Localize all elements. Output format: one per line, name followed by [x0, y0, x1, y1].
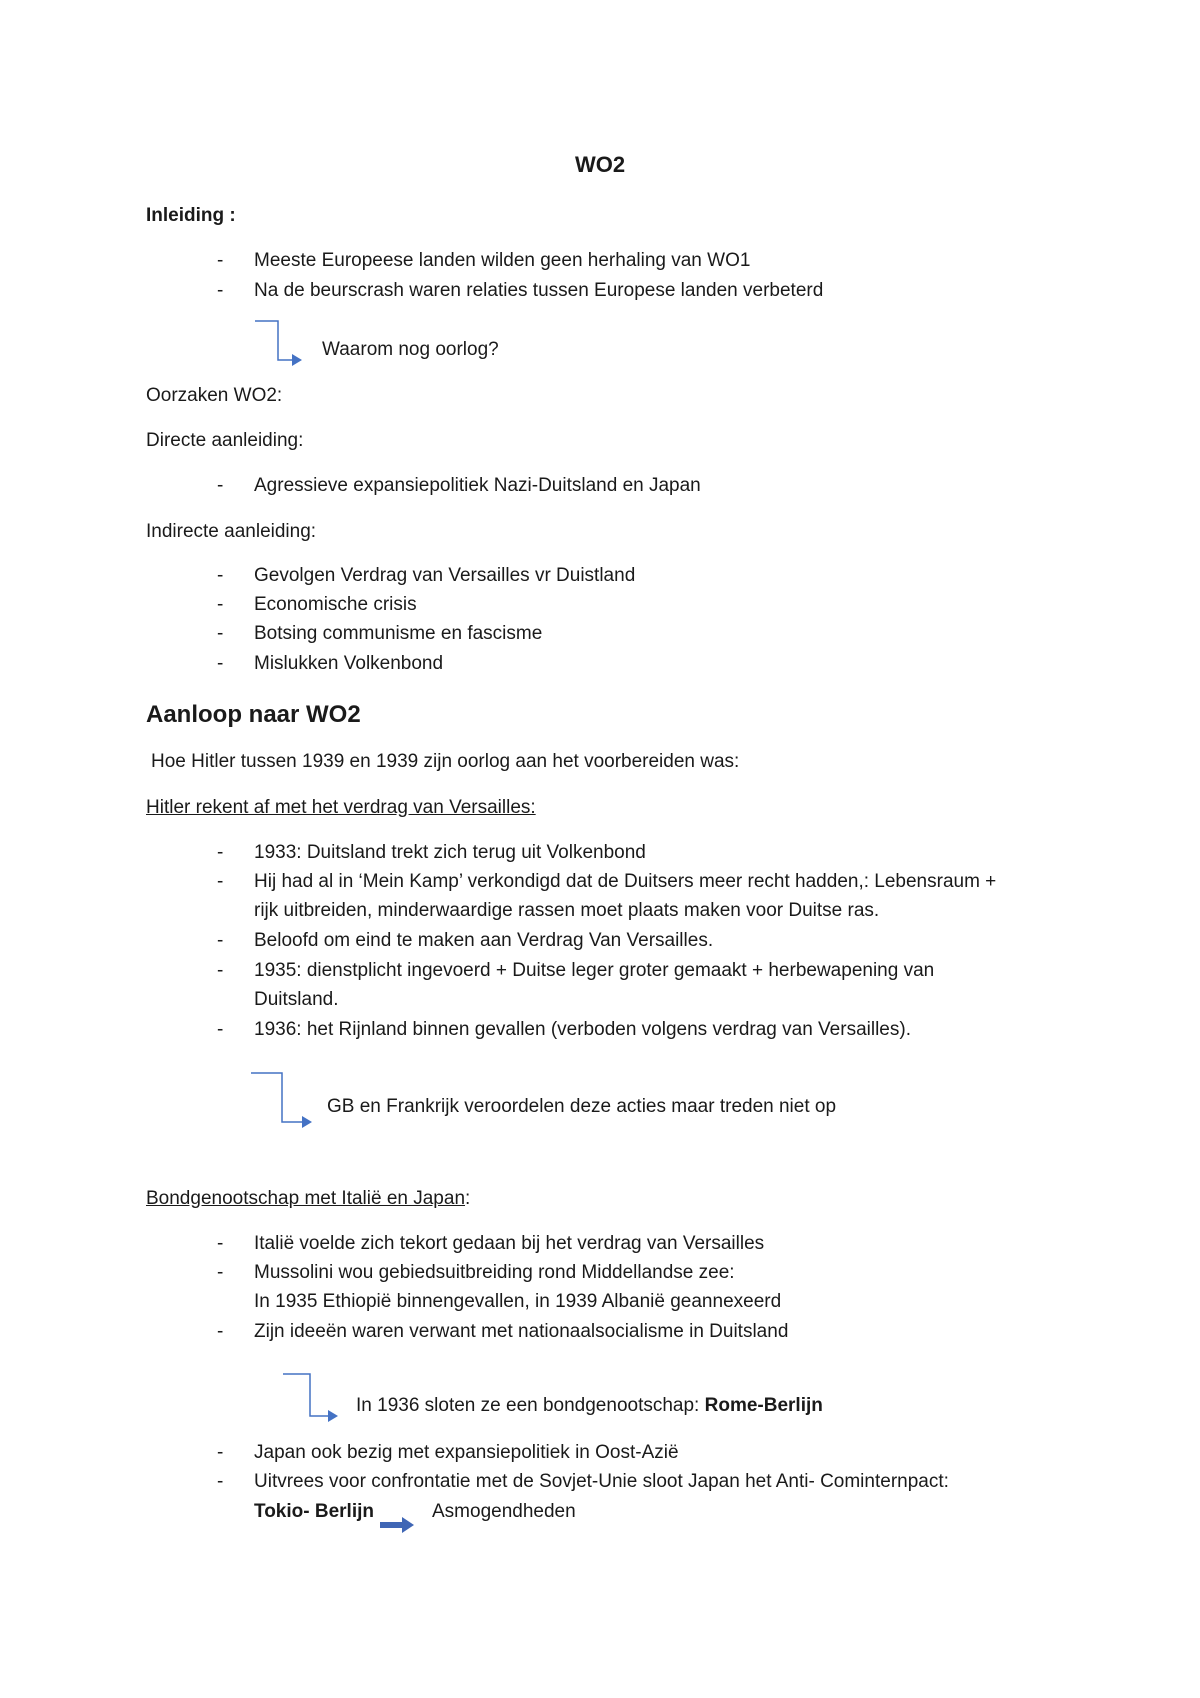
document-title: WO2 [574, 152, 626, 177]
alliance-arrow-note: In 1936 sloten ze een bondgenootschap: Rome-Berlijn [356, 1395, 823, 1416]
right-arrow-icon [380, 1517, 416, 1533]
direct-cause-heading: Directe aanleiding: [146, 430, 304, 451]
document-page: WO2 Inleiding : - Meeste Europeese landen wilden geen herhaling van WO1 - Na de beurscrash waren relaties tussen Europese landen verbeterd Waarom nog oorlog? Oorzaken WO2: Directe aanleiding: - Agressieve expansiepolitiek Nazi-Duitsland en Japan Indirecte aanleiding: - Gevolgen Verdrag van Versailles vr Duistland - Economische crisis - Botsing communisme en fascisme - Mislukken Volkenbond Aanloop naar WO2 Hoe Hitler tussen 1939 en 1939 zijn oorlog aan het voorbereiden was: Hitler rekent af met het verdrag van Versailles: - 1933: Duitsland trekt zich terug uit Volkenbond - Hij had al in ‘Mein Kamp’ verkondigd dat de Duitsers meer recht hadden,: Lebensraum + rijk uitbreiden, minderwaardige rassen moet plaats maken voor Duitse ras. - Beloofd om eind te maken aan Verdrag Van Versailles. - 1935: dienstplicht ingevoerd + Duitse leger groter gemaakt + herbewapening van Duitsland. - 1936: het Rijnland binnen gevallen (verboden volgens verdrag van Versailles). GB en Frankrijk veroordelen deze acties maar treden niet op Bondgenootschap met Italië en Japan: - Italië voelde zich tekort gedaan bij het verdrag van Versailles - Mussolini wou gebiedsuitbreiding rond Middellandse zee: In 1935 Ethiopië binnengevallen, in 1939 Albanië geannexeerd - Zijn ideeën waren verwant met nationaalsocialisme in Duitsland In 1936 sloten ze een bondgenootschap: Rome-Berlijn - Japan ook bezig met expansiepolitiek in Oost-Azië - Uitvrees voor confrontatie met de Sovjet-Unie sloot Japan het Anti- Cominternpact: Tokio- Berlijn Asmogendheden [0, 0, 1200, 1698]
versailles-arrow-note: GB en Frankrijk veroordelen deze acties maar treden niet op [327, 1096, 837, 1117]
bent-arrow-icon [282, 1373, 344, 1423]
bent-arrow-icon [250, 1072, 316, 1130]
aanloop-intro: Hoe Hitler tussen 1939 en 1939 zijn oorlog aan het voorbereiden was: [151, 751, 740, 772]
causes-heading: Oorzaken WO2: [146, 385, 283, 406]
axis-tokio-berlijn: Tokio- Berlijn [254, 1501, 374, 1522]
alliance-heading: Bondgenootschap met Italië en Japan: [146, 1188, 471, 1209]
section-heading-aanloop: Aanloop naar WO2 [146, 701, 361, 728]
versailles-heading: Hitler rekent af met het verdrag van Versailles: [146, 797, 536, 818]
bent-arrow-icon [254, 320, 304, 364]
intro-heading: Inleiding : [146, 205, 236, 226]
indirect-cause-heading: Indirecte aanleiding: [146, 521, 317, 542]
axis-result: Asmogendheden [432, 1501, 576, 1522]
intro-arrow-note: Waarom nog oorlog? [322, 339, 499, 360]
